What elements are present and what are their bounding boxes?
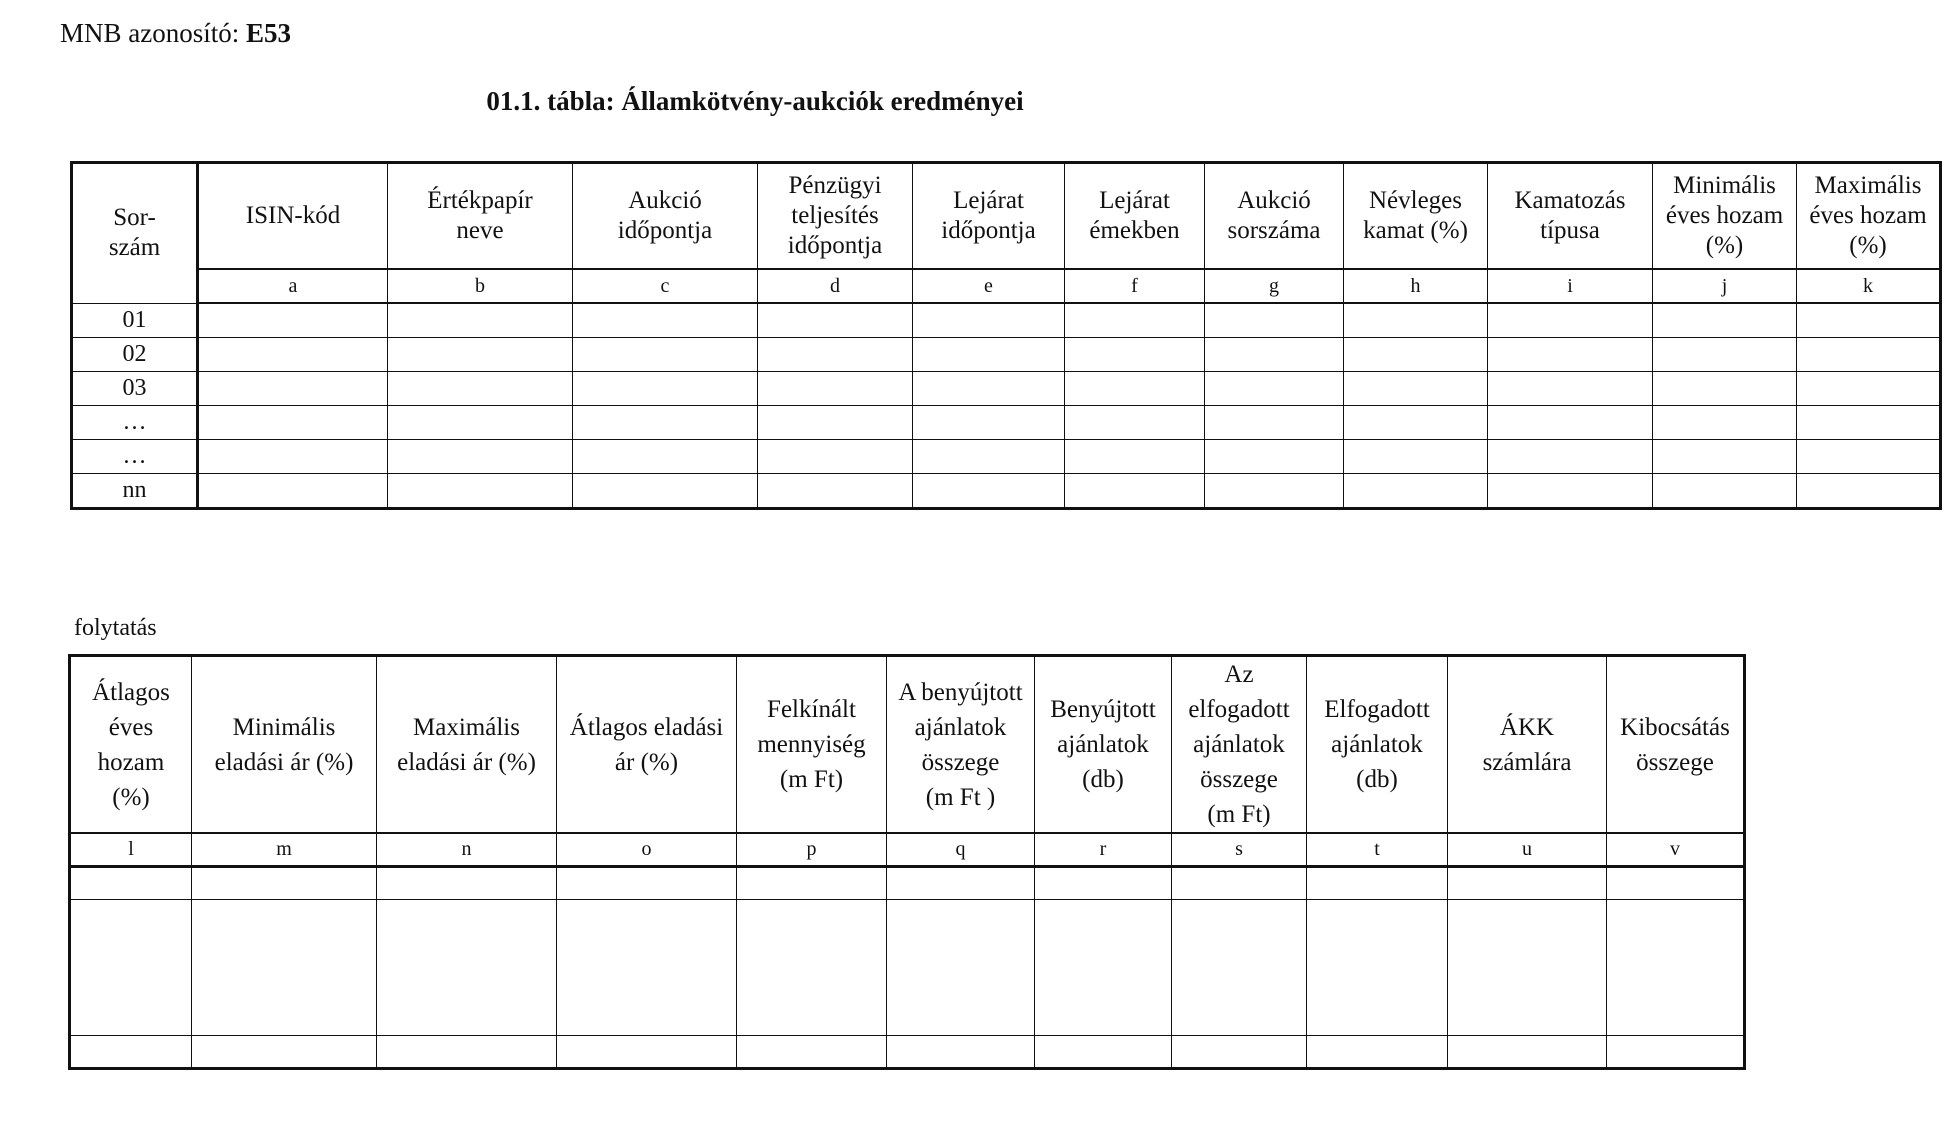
data-cell-j (1653, 439, 1797, 473)
column-header-d: Pénzügyi teljesítés időpontja (758, 163, 913, 270)
data-cell-u (1448, 1036, 1607, 1069)
data-cell-v (1607, 1036, 1745, 1069)
column-letter-d: d (758, 269, 913, 303)
column-letter-v: v (1607, 833, 1745, 867)
row-number: 02 (72, 337, 198, 371)
data-cell-h (1344, 303, 1488, 337)
column-header-i: Kamatozás típusa (1488, 163, 1653, 270)
data-cell-a (198, 405, 388, 439)
column-letter-o: o (557, 833, 737, 867)
row-number: 01 (72, 303, 198, 337)
data-cell-o (557, 900, 737, 1036)
data-cell-h (1344, 405, 1488, 439)
data-cell-f (1065, 473, 1205, 508)
table-row (72, 405, 1941, 439)
column-letter-m: m (192, 833, 377, 867)
data-cell-n (377, 867, 557, 900)
column-header-f: Lejárat émekben (1065, 163, 1205, 270)
data-cell-h (1344, 337, 1488, 371)
data-cell-f (1065, 371, 1205, 405)
data-cell-e (913, 371, 1065, 405)
data-cell-n (377, 900, 557, 1036)
data-cell-r (1035, 867, 1172, 900)
data-cell-a (198, 439, 388, 473)
column-header-h: Névleges kamat (%) (1344, 163, 1488, 270)
column-letter-row (70, 833, 1745, 867)
column-header-k: Maximális éves hozam (%) (1797, 163, 1941, 270)
data-cell-j (1653, 337, 1797, 371)
data-cell-s (1172, 1036, 1307, 1069)
data-cell-k (1797, 337, 1941, 371)
data-cell-k (1797, 303, 1941, 337)
data-cell-b (388, 405, 573, 439)
data-cell-f (1065, 337, 1205, 371)
row-number: 03 (72, 371, 198, 405)
column-letter-p: p (737, 833, 887, 867)
data-cell-i (1488, 473, 1653, 508)
data-cell-k (1797, 473, 1941, 508)
mnb-id-line (60, 18, 291, 49)
column-header-t: Elfogadott ajánlatok (db) (1307, 656, 1448, 834)
data-cell-i (1488, 337, 1653, 371)
data-cell-g (1205, 303, 1344, 337)
column-letter-c: c (573, 269, 758, 303)
data-cell-m (192, 1036, 377, 1069)
column-header-q: A benyújtott ajánlatok összege (m Ft ) (887, 656, 1035, 834)
table-title: 01.1. tábla: Államkötvény-aukciók eredményei (486, 86, 1024, 116)
data-cell-t (1307, 1036, 1448, 1069)
column-letter-i: i (1488, 269, 1653, 303)
data-cell-s (1172, 867, 1307, 900)
data-cell-k (1797, 371, 1941, 405)
column-header-v: Kibocsátás összege (1607, 656, 1745, 834)
column-letter-u: u (1448, 833, 1607, 867)
data-cell-b (388, 473, 573, 508)
data-cell-j (1653, 473, 1797, 508)
data-cell-c (573, 473, 758, 508)
data-cell-j (1653, 303, 1797, 337)
row-number: … (72, 439, 198, 473)
data-cell-a (198, 473, 388, 508)
column-header-o: Átlagos eladási ár (%) (557, 656, 737, 834)
column-header-j: Minimális éves hozam (%) (1653, 163, 1797, 270)
column-letter-t: t (1307, 833, 1448, 867)
column-letter-row (72, 269, 1941, 303)
data-cell-j (1653, 405, 1797, 439)
table-row (72, 439, 1941, 473)
column-letter-j: j (1653, 269, 1797, 303)
data-cell-t (1307, 867, 1448, 900)
data-cell-u (1448, 867, 1607, 900)
data-cell-k (1797, 439, 1941, 473)
column-letter-e: e (913, 269, 1065, 303)
data-cell-v (1607, 900, 1745, 1036)
row-number: … (72, 405, 198, 439)
data-cell-f (1065, 439, 1205, 473)
table-row (70, 900, 1745, 1036)
data-cell-r (1035, 900, 1172, 1036)
column-letter-a: a (198, 269, 388, 303)
data-cell-b (388, 371, 573, 405)
continuation-label: folytatás (74, 615, 157, 641)
column-header-a: ISIN-kód (198, 163, 388, 270)
data-cell-b (388, 337, 573, 371)
data-cell-e (913, 337, 1065, 371)
data-cell-e (913, 405, 1065, 439)
table-row (70, 867, 1745, 900)
data-cell-l (70, 867, 192, 900)
column-letter-r: r (1035, 833, 1172, 867)
column-header-p: Felkínált mennyiség (m Ft) (737, 656, 887, 834)
column-letter-k: k (1797, 269, 1941, 303)
data-cell-g (1205, 371, 1344, 405)
data-cell-r (1035, 1036, 1172, 1069)
table-row (72, 337, 1941, 371)
column-letter-n: n (377, 833, 557, 867)
data-cell-q (887, 900, 1035, 1036)
data-cell-c (573, 439, 758, 473)
data-cell-v (1607, 867, 1745, 900)
data-cell-h (1344, 371, 1488, 405)
data-cell-h (1344, 439, 1488, 473)
data-cell-a (198, 371, 388, 405)
data-cell-a (198, 303, 388, 337)
data-cell-s (1172, 900, 1307, 1036)
data-cell-p (737, 867, 887, 900)
data-cell-g (1205, 439, 1344, 473)
column-letter-b: b (388, 269, 573, 303)
data-cell-m (192, 900, 377, 1036)
data-cell-e (913, 473, 1065, 508)
data-cell-o (557, 1036, 737, 1069)
row-number: nn (72, 473, 198, 508)
column-letter-q: q (887, 833, 1035, 867)
data-cell-d (758, 371, 913, 405)
auction-results-table (70, 161, 1942, 510)
data-cell-c (573, 371, 758, 405)
data-cell-g (1205, 405, 1344, 439)
column-letter-l: l (70, 833, 192, 867)
data-cell-n (377, 1036, 557, 1069)
mnb-id-label: MNB azonosító: (60, 18, 240, 48)
data-cell-p (737, 900, 887, 1036)
column-header-g: Aukció sorszáma (1205, 163, 1344, 270)
data-cell-d (758, 337, 913, 371)
table-row (70, 1036, 1745, 1069)
data-cell-c (573, 405, 758, 439)
data-cell-i (1488, 371, 1653, 405)
column-letter-f: f (1065, 269, 1205, 303)
data-cell-c (573, 303, 758, 337)
column-header-b: Értékpapír neve (388, 163, 573, 270)
data-cell-j (1653, 371, 1797, 405)
data-cell-d (758, 473, 913, 508)
header-row-number: Sor- szám (72, 163, 198, 304)
header-row (70, 656, 1745, 834)
column-header-e: Lejárat időpontja (913, 163, 1065, 270)
data-cell-k (1797, 405, 1941, 439)
data-cell-d (758, 405, 913, 439)
data-cell-i (1488, 439, 1653, 473)
data-cell-l (70, 900, 192, 1036)
data-cell-a (198, 337, 388, 371)
data-cell-i (1488, 303, 1653, 337)
data-cell-b (388, 439, 573, 473)
column-letter-s: s (1172, 833, 1307, 867)
column-header-c: Aukció időpontja (573, 163, 758, 270)
column-header-r: Benyújtott ajánlatok (db) (1035, 656, 1172, 834)
column-letter-h: h (1344, 269, 1488, 303)
data-cell-g (1205, 337, 1344, 371)
header-row (72, 163, 1941, 270)
column-letter-g: g (1205, 269, 1344, 303)
auction-results-continuation-table (68, 654, 1746, 1070)
column-header-u: ÁKK számlára (1448, 656, 1607, 834)
data-cell-m (192, 867, 377, 900)
data-cell-l (70, 1036, 192, 1069)
data-cell-e (913, 303, 1065, 337)
data-cell-u (1448, 900, 1607, 1036)
table-row (72, 473, 1941, 508)
data-cell-g (1205, 473, 1344, 508)
data-cell-e (913, 439, 1065, 473)
data-cell-h (1344, 473, 1488, 508)
table-row (72, 371, 1941, 405)
data-cell-p (737, 1036, 887, 1069)
data-cell-q (887, 1036, 1035, 1069)
data-cell-f (1065, 405, 1205, 439)
data-cell-t (1307, 900, 1448, 1036)
column-header-s: Az elfogadott ajánlatok összege (m Ft) (1172, 656, 1307, 834)
data-cell-f (1065, 303, 1205, 337)
data-cell-c (573, 337, 758, 371)
data-cell-d (758, 439, 913, 473)
data-cell-i (1488, 405, 1653, 439)
column-header-m: Minimális eladási ár (%) (192, 656, 377, 834)
data-cell-d (758, 303, 913, 337)
column-header-l: Átlagos éves hozam (%) (70, 656, 192, 834)
data-cell-o (557, 867, 737, 900)
column-header-n: Maximális eladási ár (%) (377, 656, 557, 834)
mnb-id-code: E53 (246, 18, 292, 48)
data-cell-q (887, 867, 1035, 900)
table-row (72, 303, 1941, 337)
data-cell-b (388, 303, 573, 337)
